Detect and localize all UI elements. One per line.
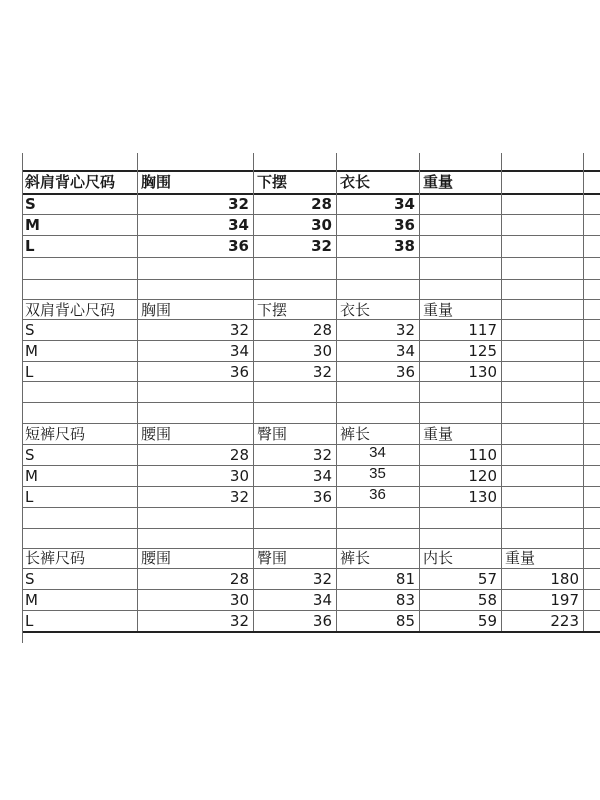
table1-cell: 34 bbox=[394, 195, 415, 213]
table3-header-size: 短裤尺码 bbox=[25, 425, 86, 443]
table2-cell: 130 bbox=[468, 363, 497, 381]
table2-cell: 32 bbox=[229, 321, 249, 339]
table4-size-m: M bbox=[25, 591, 38, 609]
table2-header-chest: 胸围 bbox=[141, 301, 172, 319]
table4-cell: 85 bbox=[395, 612, 415, 630]
table2-header-length: 衣长 bbox=[340, 301, 371, 319]
table4-header-size: 长裤尺码 bbox=[25, 549, 86, 567]
table1-cell: 36 bbox=[228, 237, 249, 255]
table1-header-weight: 重量 bbox=[423, 173, 454, 191]
table1-size-s: S bbox=[25, 195, 36, 213]
table1-header-hem: 下摆 bbox=[257, 173, 288, 191]
table4-cell: 30 bbox=[229, 591, 249, 609]
table3-cell: 120 bbox=[468, 467, 497, 485]
table2-cell: 36 bbox=[229, 363, 249, 381]
table3-size-s: S bbox=[25, 446, 35, 464]
table4-header-length: 裤长 bbox=[340, 549, 371, 567]
table3-header-weight: 重量 bbox=[423, 425, 454, 443]
table4-cell: 59 bbox=[477, 612, 497, 630]
table1-cell: 38 bbox=[394, 237, 415, 255]
table3-cell: 36 bbox=[312, 488, 332, 506]
table4-cell: 180 bbox=[550, 570, 579, 588]
table1-header-length: 衣长 bbox=[340, 173, 371, 191]
table2-cell: 32 bbox=[395, 321, 415, 339]
table4-cell: 81 bbox=[395, 570, 415, 588]
table4-cell: 223 bbox=[550, 612, 579, 630]
table4-header-waist: 腰围 bbox=[141, 549, 172, 567]
grid-line bbox=[22, 279, 600, 280]
table4-cell: 57 bbox=[477, 570, 497, 588]
table2-size-s: S bbox=[25, 321, 35, 339]
table1-cell: 32 bbox=[311, 237, 332, 255]
table3-cell: 30 bbox=[229, 467, 249, 485]
table3-header-length: 裤长 bbox=[340, 425, 371, 443]
table1-cell: 36 bbox=[394, 216, 415, 234]
table1-cell: 28 bbox=[311, 195, 332, 213]
table3-header-waist: 腰围 bbox=[141, 425, 172, 443]
table4-cell: 36 bbox=[312, 612, 332, 630]
table3-cell: 32 bbox=[312, 446, 332, 464]
table4-cell: 83 bbox=[395, 591, 415, 609]
table2-cell: 36 bbox=[395, 363, 415, 381]
table2-cell: 30 bbox=[312, 342, 332, 360]
table1-cell: 34 bbox=[228, 216, 249, 234]
table1-header-size: 斜肩背心尺码 bbox=[25, 173, 116, 191]
table2-header-size: 双肩背心尺码 bbox=[25, 301, 116, 319]
table1-cell: 30 bbox=[311, 216, 332, 234]
grid-line bbox=[583, 153, 584, 631]
table4-header-weight: 重量 bbox=[505, 549, 536, 567]
table1-size-l: L bbox=[25, 237, 35, 255]
table4-size-s: S bbox=[25, 570, 35, 588]
grid-line bbox=[22, 528, 600, 529]
table4-cell: 28 bbox=[229, 570, 249, 588]
table3-cell: 34 bbox=[312, 467, 332, 485]
table2-size-m: M bbox=[25, 342, 38, 360]
table3-size-l: L bbox=[25, 488, 34, 506]
table4-cell: 197 bbox=[550, 591, 579, 609]
table3-header-hip: 臀围 bbox=[257, 425, 288, 443]
table2-cell: 32 bbox=[312, 363, 332, 381]
table1-cell: 32 bbox=[228, 195, 249, 213]
table2-size-l: L bbox=[25, 363, 34, 381]
table1-size-m: M bbox=[25, 216, 40, 234]
table3-cell: 34 bbox=[369, 444, 386, 461]
table3-cell: 28 bbox=[229, 446, 249, 464]
table2-cell: 125 bbox=[468, 342, 497, 360]
table2-cell: 34 bbox=[229, 342, 249, 360]
grid-line bbox=[22, 631, 600, 633]
grid-line bbox=[22, 402, 600, 403]
table4-header-inseam: 内长 bbox=[423, 549, 454, 567]
size-chart-spreadsheet bbox=[22, 153, 600, 643]
table2-header-weight: 重量 bbox=[423, 301, 454, 319]
table3-cell: 36 bbox=[369, 486, 386, 503]
table3-cell: 110 bbox=[468, 446, 497, 464]
grid-line bbox=[22, 507, 600, 508]
table2-cell: 117 bbox=[468, 321, 497, 339]
table2-cell: 34 bbox=[395, 342, 415, 360]
table3-cell: 130 bbox=[468, 488, 497, 506]
table3-size-m: M bbox=[25, 467, 38, 485]
table4-cell: 32 bbox=[229, 612, 249, 630]
table3-cell: 35 bbox=[369, 465, 386, 482]
table4-cell: 34 bbox=[312, 591, 332, 609]
table4-cell: 58 bbox=[477, 591, 497, 609]
table4-size-l: L bbox=[25, 612, 34, 630]
table4-cell: 32 bbox=[312, 570, 332, 588]
table1-header-chest: 胸围 bbox=[141, 173, 172, 191]
table3-cell: 32 bbox=[229, 488, 249, 506]
table4-header-hip: 臀围 bbox=[257, 549, 288, 567]
table2-cell: 28 bbox=[312, 321, 332, 339]
grid-line bbox=[22, 257, 600, 258]
table2-header-hem: 下摆 bbox=[257, 301, 288, 319]
